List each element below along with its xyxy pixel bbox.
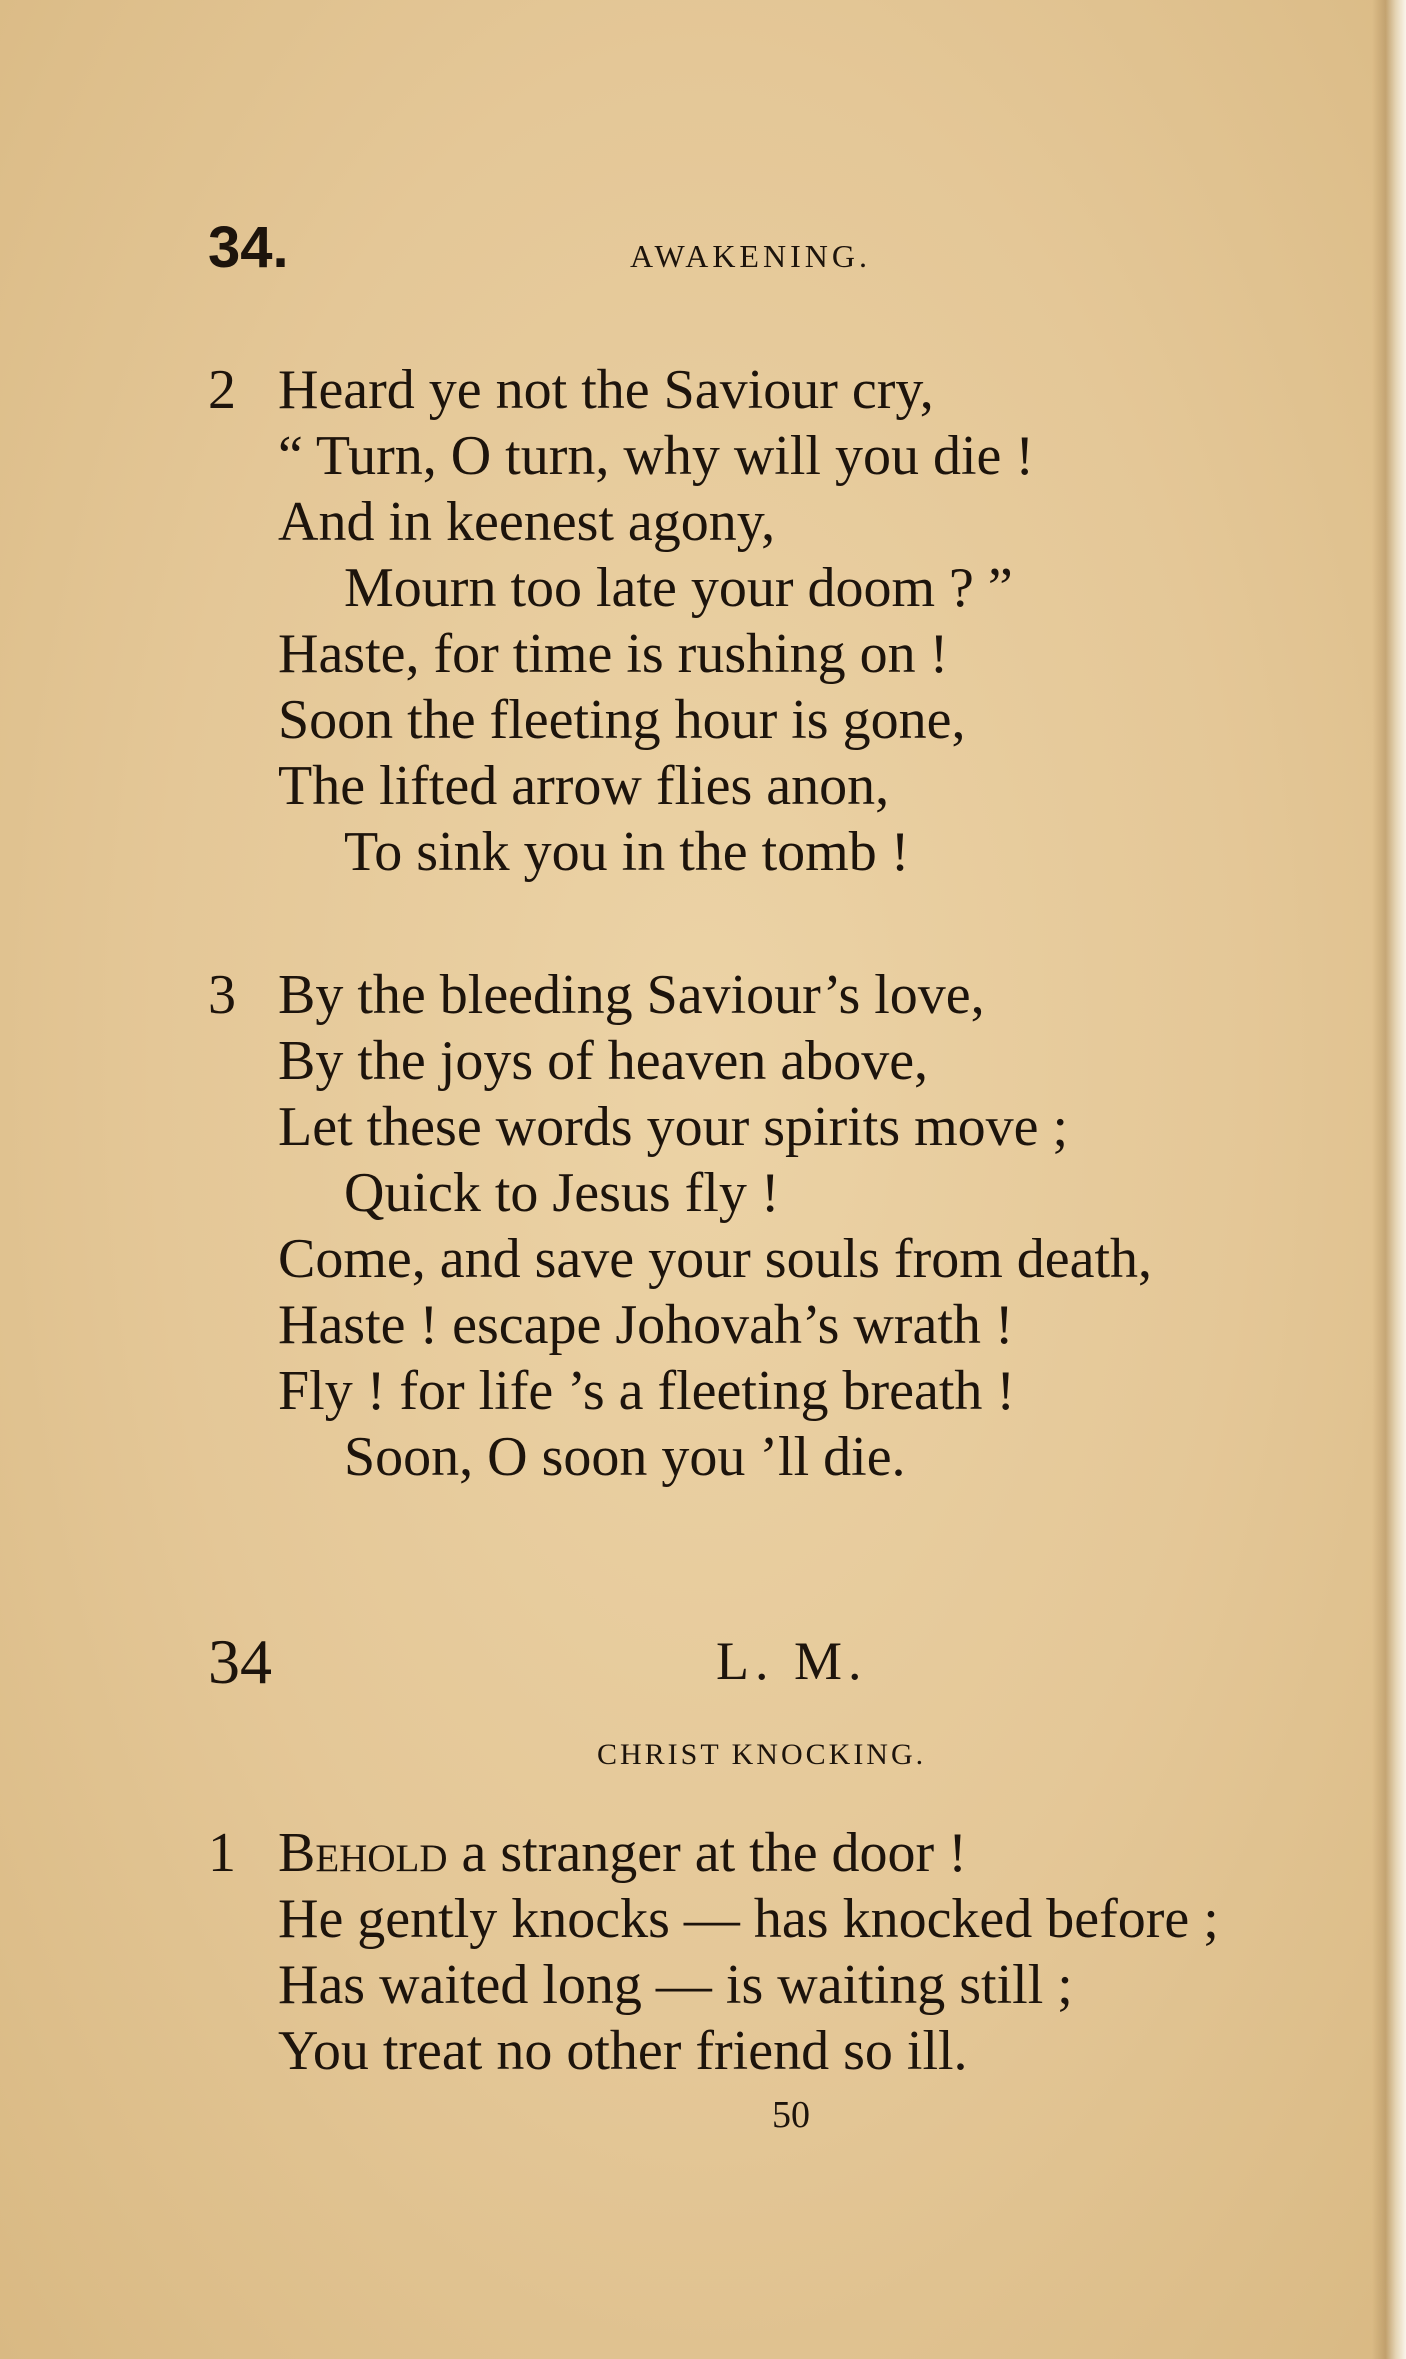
stanza-line: Has waited long — is waiting still ;: [278, 1954, 1073, 2016]
stanza-line: By the joys of heaven above,: [278, 1030, 929, 1092]
stanza-line: Fly ! for life ’s a fleeting breath !: [278, 1360, 1016, 1422]
hymn-number: 34: [208, 1626, 272, 1697]
stanza-line: Soon, O soon you ’ll die.: [344, 1426, 906, 1488]
stanza-line: To sink you in the tomb !: [344, 821, 910, 883]
stanza-line: He gently knocks — has knocked before ;: [278, 1888, 1219, 1950]
stanza-line: Come, and save your souls from death,: [278, 1228, 1153, 1290]
hymn-meter: L. M.: [716, 1631, 868, 1691]
page-edge: [1372, 0, 1406, 2359]
hymn-subtitle: CHRIST KNOCKING.: [597, 1738, 927, 1771]
first-word: Behold: [278, 1822, 448, 1884]
stanza-line: Quick to Jesus fly !: [344, 1162, 780, 1224]
stanza-line: Mourn too late your doom ? ”: [344, 557, 1013, 619]
stanza-line: You treat no other friend so ill.: [278, 2020, 968, 2082]
page-number: 34.: [208, 215, 289, 280]
stanza-line: Haste, for time is rushing on !: [278, 623, 949, 685]
stanza-line: Let these words your spirits move ;: [278, 1096, 1069, 1158]
stanza-line: Soon the fleeting hour is gone,: [278, 689, 966, 751]
stanza-number: 2: [208, 359, 236, 421]
stanza-line: Heard ye not the Saviour cry,: [278, 359, 934, 421]
running-title: AWAKENING.: [630, 238, 871, 274]
stanza-line: By the bleeding Saviour’s love,: [278, 964, 985, 1026]
first-line-rest: a stranger at the door !: [447, 1822, 967, 1884]
stanza-line: [278, 1820, 967, 1886]
stanza-line: Haste ! escape Johovah’s wrath !: [278, 1294, 1014, 1356]
folio: 50: [772, 2094, 810, 2136]
stanza-number: 1: [208, 1822, 236, 1884]
stanza-line: The lifted arrow flies anon,: [278, 755, 890, 817]
stanza-line: And in keenest agony,: [278, 491, 776, 553]
stanza-line: “ Turn, O turn, why will you die !: [278, 425, 1034, 487]
stanza-number: 3: [208, 964, 236, 1026]
